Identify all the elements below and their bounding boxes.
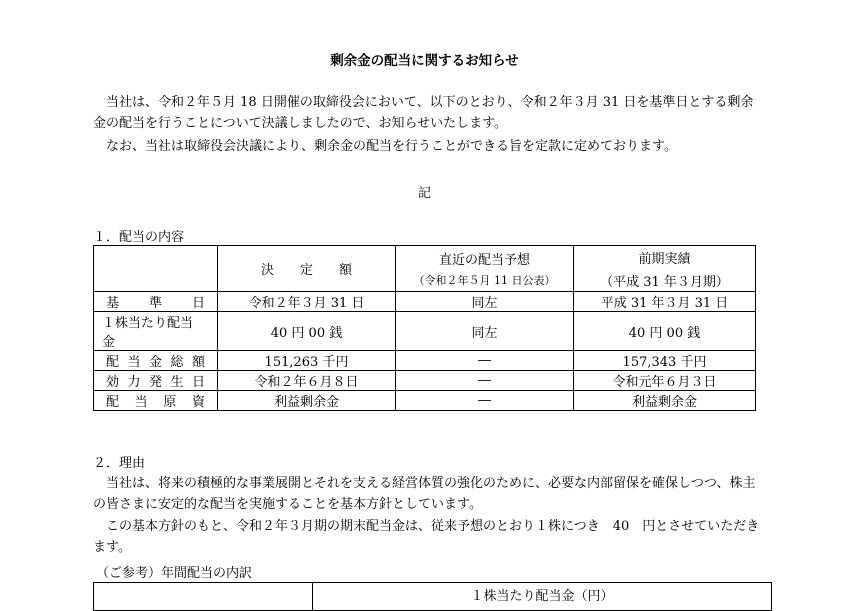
intro-line-1: 当社は、令和２年５月 18 日開催の取締役会において、以下のとおり、令和２年３月 31 日を基準日とする剰余金の配当を行うことについて決議しましたので、お知らせいたします。 <box>93 95 754 131</box>
row-forecast: 同左 <box>396 292 574 312</box>
header-forecast-sub: （令和２年５月 11 日公表） <box>413 274 556 287</box>
table-row <box>94 391 756 411</box>
section-2-heading: ２．理由 <box>93 456 146 471</box>
row-label: 基 準 日 <box>94 292 218 312</box>
row-prior: 令和元年６月３日 <box>574 371 756 391</box>
annual-dividend-header-row <box>94 583 772 611</box>
row-forecast: ― <box>396 371 574 391</box>
header-decided: 決 定 額 <box>218 246 396 292</box>
annual-header-per-share: １株当たり配当金（円） <box>313 583 772 611</box>
reason-text-2: この基本方針のもと、令和２年３月期の期末配当金は、従来予想のとおり１株につき 40 円とさせていただきます。 <box>93 519 760 555</box>
row-label: 配 当 原 資 <box>94 391 218 411</box>
table-row <box>94 312 756 351</box>
row-forecast: ― <box>396 351 574 371</box>
intro-paragraph-1 <box>93 92 761 134</box>
reason-paragraph-2 <box>93 516 761 558</box>
table-row <box>94 351 756 371</box>
reason-text-1: 当社は、将来の積極的な事業展開とそれを支える経営体質の強化のために、必要な内部留保を確保しつつ、株主の皆さまに安定的な配当を実施することを基本方針としています。 <box>93 476 756 512</box>
section-1-heading: １．配当の内容 <box>93 230 185 245</box>
dividend-table <box>93 245 756 411</box>
row-label: １株当たり配当金 <box>94 312 218 351</box>
row-forecast: ― <box>396 391 574 411</box>
table-row <box>94 292 756 312</box>
row-prior: 平成 31 年３月 31 日 <box>574 292 756 312</box>
page-title: 剰余金の配当に関するお知らせ <box>330 53 519 69</box>
intro-paragraph-2 <box>93 136 761 157</box>
header-forecast <box>396 246 574 292</box>
header-empty-cell <box>94 246 218 292</box>
reason-paragraph-1 <box>93 473 761 515</box>
header-forecast-main: 直近の配当予想 <box>438 253 530 268</box>
header-prior <box>574 246 756 292</box>
annual-header-empty-cell <box>94 583 313 611</box>
dividend-table-header-row <box>94 246 756 292</box>
header-prior-sub: （平成 31 年３月期） <box>600 274 729 290</box>
row-decided: 令和２年６月８日 <box>218 371 396 391</box>
row-label: 効 力 発 生 日 <box>94 371 218 391</box>
row-forecast: 同左 <box>396 312 574 351</box>
row-label: 配 当 金 総 額 <box>94 351 218 371</box>
row-prior: 利益剰余金 <box>574 391 756 411</box>
row-prior: 40 円 00 銭 <box>574 312 756 351</box>
row-prior: 157,343 千円 <box>574 351 756 371</box>
row-decided: 151,263 千円 <box>218 351 396 371</box>
table-row <box>94 371 756 391</box>
row-decided: 40 円 00 銭 <box>218 312 396 351</box>
annual-dividend-table <box>93 582 772 611</box>
row-decided: 令和２年３月 31 日 <box>218 292 396 312</box>
intro-line-2: なお、当社は取締役会決議により、剰余金の配当を行うことができる旨を定款に定めております。 <box>106 139 677 154</box>
header-prior-main: 前期実績 <box>638 251 691 267</box>
ki-marker: 記 <box>417 186 431 201</box>
row-decided: 利益剰余金 <box>218 391 396 411</box>
reference-heading: （ご参考）年間配当の内訳 <box>96 566 253 581</box>
